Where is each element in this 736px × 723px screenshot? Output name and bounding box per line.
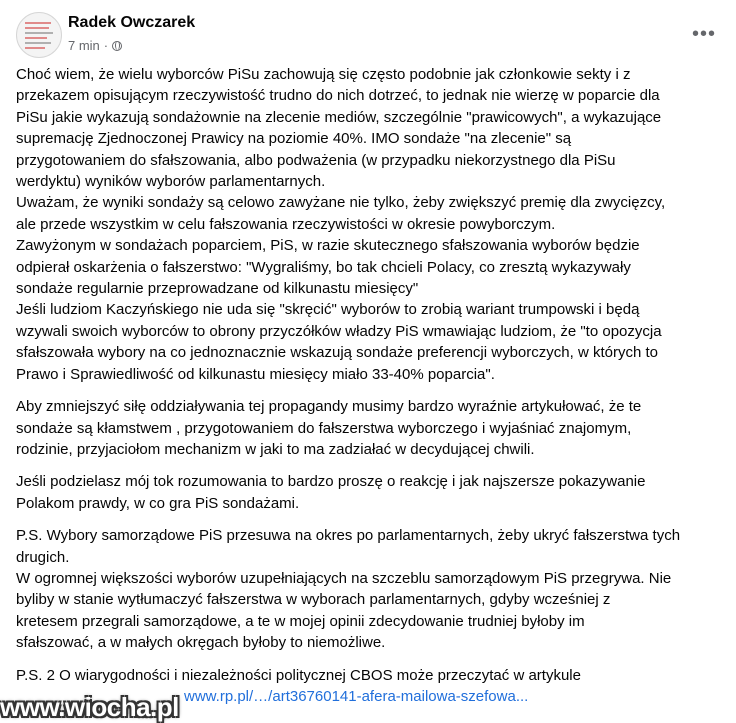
text-line: sfałszować, a w małych okręgach byłoby to niemożliwe. (16, 634, 386, 652)
text-line: Jeśli ludziom Kaczyńskiego nie uda się "skręcić" wyborów to zrobią wariant trumpowski i będą (16, 301, 640, 319)
text-line: supremację Zjednoczonej Prawicy na poziomie 40%. IMO sondaże "na zlecenie" są (16, 130, 572, 148)
post-paragraph (16, 396, 722, 460)
post-time[interactable]: 7 min (68, 38, 100, 53)
ellipsis-icon[interactable]: ••• (691, 22, 716, 45)
text-line: przygotowaniem do sfałszowania, albo podważenia (w przypadku niekorzystnego dla PiSu (16, 151, 616, 169)
text-line: sondaże są kłamstwem , przygotowaniem do fałszerstwa wyborczego i wyjaśniać znajomym, (16, 419, 632, 437)
text-line: Aby zmniejszyć siłę oddziaływania tej propagandy musimy bardzo wyraźnie artykułować, że te (16, 398, 642, 416)
text-line: drugich. (16, 548, 70, 566)
text-line: Jeśli podzielasz mój tok rozumowania to bardzo proszę o reakcję i jak najszersze pokazywanie (16, 473, 646, 491)
text-line: odpierał oskarżenia o fałszerstwo: "Wygraliśmy, bo tak chcieli Polacy, co zresztą wykazywały (16, 258, 631, 276)
post-paragraph (16, 665, 722, 686)
text-line: wzywali swoich wyborców to obrony przyczółków władzy PiS wmawiając ludziom, że "to opozycja (16, 322, 662, 340)
article-link[interactable]: www.rp.pl/…/art36760141-afera-mailowa-szefowa... (184, 687, 529, 705)
text-line: sfałszowała wybory na co jednoznacznie wskazują sondaże preferencji wyborczych, w których to (16, 344, 658, 362)
text-line: Polakom prawdy, w co gra PiS sondażami. (16, 494, 300, 512)
text-line: byliby w stanie wytłumaczyć fałszerstwa w wyborach parlamentarnych, gdyby wcześniej z (16, 591, 611, 609)
text-line: PiSu jakie wykazują sondażownie na zlecenie mediów, szczególnie "prawicowych", a wykazujące (16, 108, 662, 126)
post-paragraph (16, 525, 722, 653)
text-line: sondaże regularnie przeprowadzane od kilkunastu miesięcy" (16, 280, 419, 298)
text-line: przekazem opisującym rzeczywistość trudno do nich dotrzeć, to jednak nie wierzę w poparcie dla (16, 87, 660, 105)
text-line: W ogromnej większości wyborów uzupełniających na szczeblu samorządowym PiS przegrywa. Nie (16, 569, 672, 587)
post-paragraph (16, 471, 722, 514)
text-line: ale przede wszystkim w celu fałszowania rzeczywistości w okresie powyborczym. (16, 215, 556, 233)
post-paragraph (16, 64, 722, 385)
text-line: Prawo i Sprawiedliwość od kilkunastu miesięcy miało 33-40% poparcia". (16, 365, 495, 383)
text-line: kretesem przegrali samorządowe, a te w mojej opinii zdecydowanie trudniej byłoby im (16, 612, 585, 630)
text-line: Zawyżonym w sondażach poparciem, PiS, w razie skutecznego sfałszowania wyborów będzie (16, 237, 640, 255)
text-line: P.S. Wybory samorządowe PiS przesuwa na okres po parlamentarnych, żeby ukryć fałszerstwa tych (16, 527, 681, 545)
post-header (12, 10, 724, 60)
text-line: Choć wiem, że wielu wyborców PiSu zachowują się często podobnie jak członkowie sekty i z (16, 66, 631, 83)
author-name[interactable]: Radek Owczarek (68, 14, 196, 31)
watermark-logo: www.wiocha.pl (0, 692, 179, 722)
text-line: werdyktu) wyników wyborów parlamentarnych. (16, 173, 326, 191)
post-meta: 7 min · (68, 38, 122, 53)
text-line: Uważam, że wyniki sondaży są celowo zawyżane nie tylko, żeby zwiększyć premię dla zwycięzcy, (16, 194, 666, 212)
post-body (16, 64, 722, 718)
text-line: P.S. 2 O wiarygodności i niezależności politycznej CBOS może przeczytać w artykule (16, 666, 581, 684)
text-line: rodzinie, przyjaciołom mechanizm w jaki to ma zadziałać w decydującej chwili. (16, 440, 535, 458)
avatar[interactable] (16, 12, 62, 58)
globe-icon (112, 41, 122, 51)
